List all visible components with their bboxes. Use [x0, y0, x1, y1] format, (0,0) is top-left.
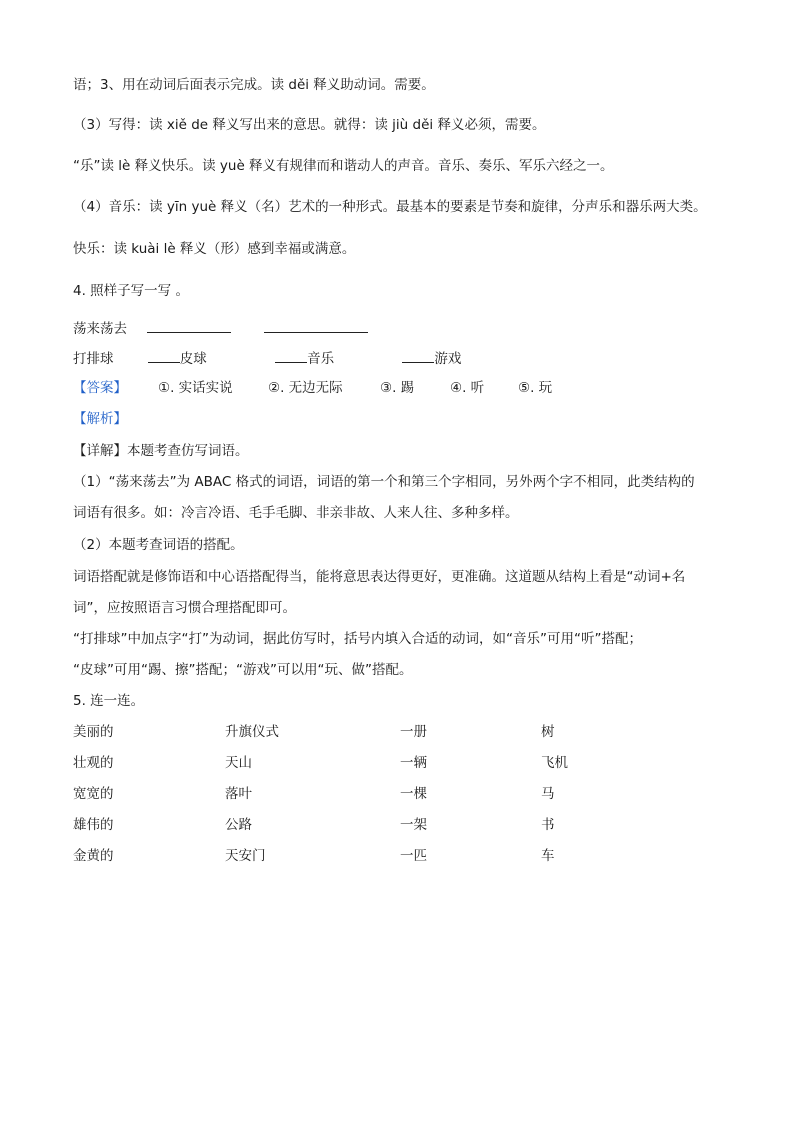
- match-col4-item: 书: [541, 817, 555, 833]
- explanation-line: 词语有很多。如：冷言冷语、毛手毛脚、非亲非故、人来人往、多种多样。: [73, 505, 519, 521]
- match-col2-item: 落叶: [225, 786, 252, 802]
- match-col1-item: 壮观的: [73, 755, 114, 771]
- blank-line: [275, 348, 307, 363]
- answer-item: ⑤. 玩: [518, 380, 553, 396]
- explanation-line: 词”，应按照语言习惯合理搭配即可。: [73, 600, 296, 616]
- answer-tag: 【答案】: [73, 380, 127, 396]
- question-4-title: 4. 照样子写一写 。: [73, 283, 189, 299]
- blank-line: [264, 318, 368, 333]
- text-line: “乐”读 lè 释义快乐。读 yuè 释义有规律而和谐动人的声音。音乐、奏乐、军乐六经之一。: [73, 158, 614, 174]
- match-col4-item: 马: [541, 786, 555, 802]
- row2-item: 游戏: [434, 351, 462, 367]
- answer-item: ②. 无边无际: [268, 380, 343, 396]
- example-row-1: [73, 318, 368, 338]
- explanation-line: （1）“荡来荡去”为 ABAC 格式的词语，词语的第一个和第三个字相同，另外两个字不相同，此类结构的: [73, 474, 695, 490]
- text-line: （4）音乐：读 yīn yuè 释义（名）艺术的一种形式。最基本的要素是节奏和旋律，分声乐和器乐两大类。: [73, 199, 707, 215]
- row2-item: 音乐: [307, 351, 335, 367]
- match-col2-item: 公路: [225, 817, 252, 833]
- answer-item: ①. 实话实说: [158, 380, 233, 396]
- blank-line: [148, 348, 180, 363]
- match-col1-item: 宽宽的: [73, 786, 114, 802]
- match-col3-item: 一辆: [400, 755, 427, 771]
- detail-line: 【详解】本题考查仿写词语。: [73, 443, 249, 459]
- answer-item: ③. 踢: [380, 380, 415, 396]
- match-col4-item: 飞机: [541, 755, 568, 771]
- analysis-tag: 【解析】: [73, 411, 127, 427]
- match-col2-item: 天山: [225, 755, 252, 771]
- text-line: 语；3、用在动词后面表示完成。读 děi 释义助动词。需要。: [73, 77, 435, 93]
- match-col3-item: 一架: [400, 817, 427, 833]
- match-col3-item: 一棵: [400, 786, 427, 802]
- match-col4-item: 车: [541, 848, 555, 864]
- match-col1-item: 金黄的: [73, 848, 114, 864]
- match-col1-item: 雄伟的: [73, 817, 114, 833]
- match-col2-item: 升旗仪式: [225, 724, 279, 740]
- match-col1-item: 美丽的: [73, 724, 114, 740]
- explanation-line: “皮球”可用“踢、擦”搭配；“游戏”可以用“玩、做”搭配。: [73, 662, 413, 678]
- text-line: 快乐：读 kuài lè 释义（形）感到幸福或满意。: [73, 241, 356, 257]
- text-line: （3）写得：读 xiě de 释义写出来的意思。就得：读 jiù děi 释义必须，需要。: [73, 117, 546, 133]
- explanation-line: （2）本题考查词语的搭配。: [73, 537, 244, 553]
- blank-line: [147, 318, 231, 333]
- match-col2-item: 天安门: [225, 848, 266, 864]
- row2-label: 打排球: [73, 351, 114, 367]
- explanation-line: “打排球”中加点字“打”为动词，据此仿写时，括号内填入合适的动词，如“音乐”可用“听”搭配；: [73, 631, 642, 647]
- match-col3-item: 一匹: [400, 848, 427, 864]
- row2-item: 皮球: [179, 351, 207, 367]
- answer-item: ④. 听: [450, 380, 485, 396]
- match-col4-item: 树: [541, 724, 555, 740]
- question-5-title: 5. 连一连。: [73, 693, 145, 709]
- row1-label: 荡来荡去: [73, 321, 127, 337]
- example-row-2: [73, 348, 461, 368]
- match-col3-item: 一册: [400, 724, 427, 740]
- explanation-line: 词语搭配就是修饰语和中心语搭配得当，能将意思表达得更好，更准确。这道题从结构上看是“动词+名: [73, 569, 686, 585]
- blank-line: [402, 348, 434, 363]
